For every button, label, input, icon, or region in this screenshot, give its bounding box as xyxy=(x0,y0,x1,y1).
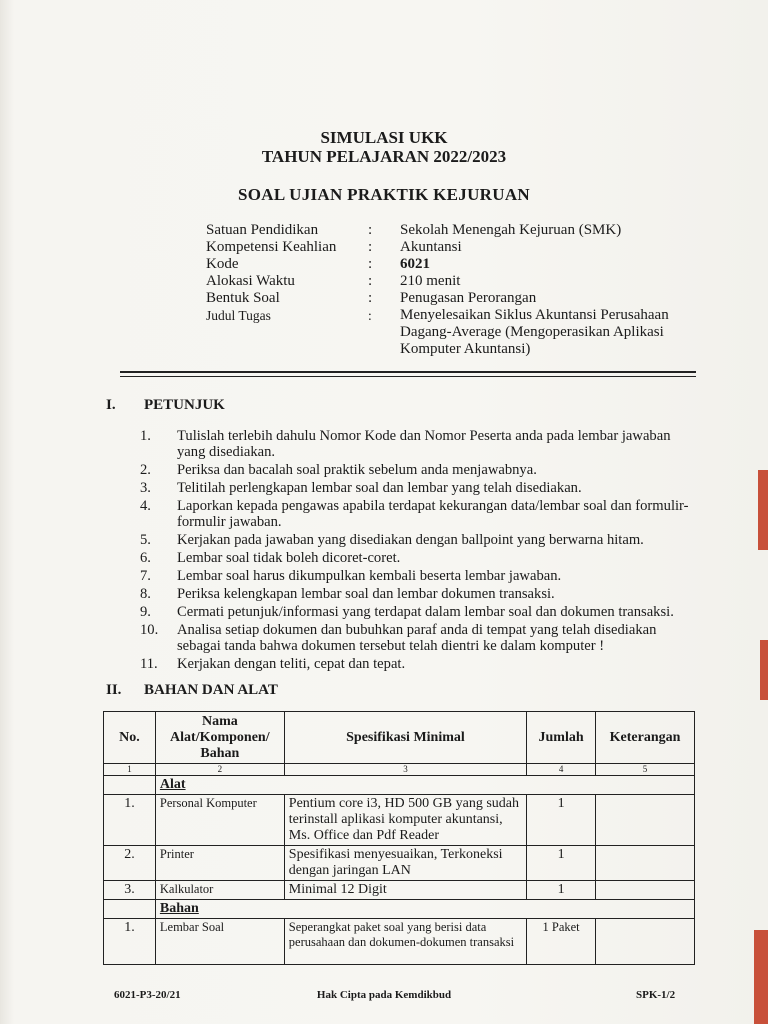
info-label: Bentuk Soal xyxy=(206,290,280,306)
info-row xyxy=(206,290,686,307)
cell-note xyxy=(596,846,695,881)
info-row xyxy=(206,239,686,256)
cell-note xyxy=(596,881,695,900)
cell-qty: 1 Paket xyxy=(527,919,596,965)
list-item xyxy=(140,428,700,460)
info-colon: : xyxy=(368,308,372,323)
list-item xyxy=(140,604,700,620)
table-row xyxy=(104,795,695,846)
info-row xyxy=(206,273,686,290)
cell-name: Lembar Soal xyxy=(155,919,284,965)
group-row xyxy=(104,776,695,795)
item-text: Lembar soal harus dikumpulkan kembali beserta lembar jawaban. xyxy=(177,568,562,584)
paper-edge-mark xyxy=(760,640,768,700)
info-label: Alokasi Waktu xyxy=(206,273,295,289)
cell-name: Printer xyxy=(155,846,284,881)
item-number: 1. xyxy=(140,428,151,444)
column-index-row xyxy=(104,764,695,776)
item-number: 11. xyxy=(140,656,158,672)
item-number: 9. xyxy=(140,604,151,620)
info-colon: : xyxy=(368,290,373,306)
group-label: Alat xyxy=(155,776,694,795)
item-number: 7. xyxy=(140,568,151,584)
info-value: Penugasan Perorangan xyxy=(400,290,537,306)
info-value: 6021 xyxy=(400,256,430,272)
column-index: 4 xyxy=(527,764,596,776)
divider xyxy=(120,376,696,377)
list-item xyxy=(140,656,700,672)
list-item xyxy=(140,498,700,530)
document-year: TAHUN PELAJARAN 2022/2023 xyxy=(261,147,507,166)
item-text: Analisa setiap dokumen dan bubuhkan paraf anda di tempat yang telah disediakan sebagai tanda bahwa dokumen tersebut telah dientri ke dalam komputer ! xyxy=(177,622,657,654)
info-row xyxy=(206,307,686,358)
info-label: Judul Tugas xyxy=(206,308,271,323)
item-text: Telitilah perlengkapan lembar soal dan lembar yang telah disediakan. xyxy=(177,480,582,496)
list-item xyxy=(140,462,700,478)
info-label: Satuan Pendidikan xyxy=(206,222,319,238)
info-value: Akuntansi xyxy=(400,239,462,255)
section-title: PETUNJUK xyxy=(144,397,225,413)
group-row xyxy=(104,900,695,919)
paper-edge-mark xyxy=(754,930,768,1024)
footer-page: SPK-1/2 xyxy=(636,989,676,1001)
cell-no: 1. xyxy=(104,919,156,965)
document-title: SIMULASI UKK xyxy=(320,128,448,147)
cell-no: 3. xyxy=(104,881,156,900)
footer-code: 6021-P3-20/21 xyxy=(114,989,181,1001)
cell-note xyxy=(596,919,695,965)
table-row xyxy=(104,919,695,965)
list-item xyxy=(140,480,700,496)
item-number: 10. xyxy=(140,622,159,638)
identity-info xyxy=(206,222,686,358)
info-colon: : xyxy=(368,239,373,255)
item-text: Periksa dan bacalah soal praktik sebelum anda menjawabnya. xyxy=(177,462,537,478)
materials-table xyxy=(103,711,695,965)
info-row xyxy=(206,222,686,239)
cell-qty: 1 xyxy=(527,881,596,900)
cell-spec: Spesifikasi menyesuaikan, Terkoneksi dengan jaringan LAN xyxy=(284,846,526,881)
item-text: Cermati petunjuk/informasi yang terdapat dalam lembar soal dan dokumen transaksi. xyxy=(177,604,674,620)
item-number: 3. xyxy=(140,480,151,496)
table-row xyxy=(104,846,695,881)
cell-note xyxy=(596,795,695,846)
item-number: 6. xyxy=(140,550,151,566)
item-text: Kerjakan dengan teliti, cepat dan tepat. xyxy=(177,656,406,672)
info-value: Sekolah Menengah Kejuruan (SMK) xyxy=(400,222,622,238)
cell-qty: 1 xyxy=(527,846,596,881)
column-header: Nama Alat/Komponen/ Bahan xyxy=(155,712,284,764)
info-colon: : xyxy=(368,222,373,238)
cell-name: Kalkulator xyxy=(155,881,284,900)
list-item xyxy=(140,586,700,602)
column-header: Keterangan xyxy=(596,712,695,764)
item-text: Lembar soal tidak boleh dicoret-coret. xyxy=(177,550,401,566)
item-text: Kerjakan pada jawaban yang disediakan dengan ballpoint yang berwarna hitam. xyxy=(177,532,644,548)
column-index: 5 xyxy=(596,764,695,776)
item-number: 4. xyxy=(140,498,151,514)
column-header: Spesifikasi Minimal xyxy=(284,712,526,764)
cell-spec: Minimal 12 Digit xyxy=(284,881,526,900)
table-row xyxy=(104,881,695,900)
cell-spec: Seperangkat paket soal yang berisi data perusahaan dan dokumen-dokumen transaksi xyxy=(284,919,526,965)
item-text: Periksa kelengkapan lembar soal dan lembar dokumen transaksi. xyxy=(177,586,555,602)
column-index: 1 xyxy=(104,764,156,776)
section-number: I. xyxy=(106,397,116,413)
info-row xyxy=(206,256,686,273)
item-text: Laporkan kepada pengawas apabila terdapat kekurangan data/lembar soal dan formulir-formulir jawaban. xyxy=(177,498,689,530)
document-subtitle: SOAL UJIAN PRAKTIK KEJURUAN xyxy=(238,185,530,204)
info-value: Menyelesaikan Siklus Akuntansi Perusahaan Dagang-Average (Mengoperasikan Aplikasi Komputer Akuntansi) xyxy=(400,307,669,357)
item-text: Tulislah terlebih dahulu Nomor Kode dan Nomor Peserta anda pada lembar jawaban yang disediakan. xyxy=(177,428,671,460)
cell-no: 2. xyxy=(104,846,156,881)
list-item xyxy=(140,550,700,566)
column-index: 3 xyxy=(284,764,526,776)
cell-no: 1. xyxy=(104,795,156,846)
list-item xyxy=(140,532,700,548)
column-header: Jumlah xyxy=(527,712,596,764)
table-header-row xyxy=(104,712,695,764)
column-index: 2 xyxy=(155,764,284,776)
list-item xyxy=(140,622,700,654)
section-title: BAHAN DAN ALAT xyxy=(144,682,278,698)
cell-spec: Pentium core i3, HD 500 GB yang sudah terinstall aplikasi komputer akuntansi, Ms. Office dan Pdf Reader xyxy=(284,795,526,846)
info-value: 210 menit xyxy=(400,273,461,289)
divider xyxy=(120,371,696,373)
group-label: Bahan xyxy=(155,900,694,919)
info-label: Kode xyxy=(206,256,239,272)
section-number: II. xyxy=(106,682,122,698)
item-number: 2. xyxy=(140,462,151,478)
list-item xyxy=(140,568,700,584)
item-number: 5. xyxy=(140,532,151,548)
item-number: 8. xyxy=(140,586,151,602)
info-colon: : xyxy=(368,273,373,289)
footer-copyright: Hak Cipta pada Kemdikbud xyxy=(316,989,452,1001)
cell-qty: 1 xyxy=(527,795,596,846)
column-header: No. xyxy=(104,712,156,764)
instruction-list xyxy=(140,428,700,672)
cell-name: Personal Komputer xyxy=(155,795,284,846)
paper-edge-mark xyxy=(758,470,768,550)
info-colon: : xyxy=(368,256,373,272)
info-label: Kompetensi Keahlian xyxy=(206,239,337,255)
